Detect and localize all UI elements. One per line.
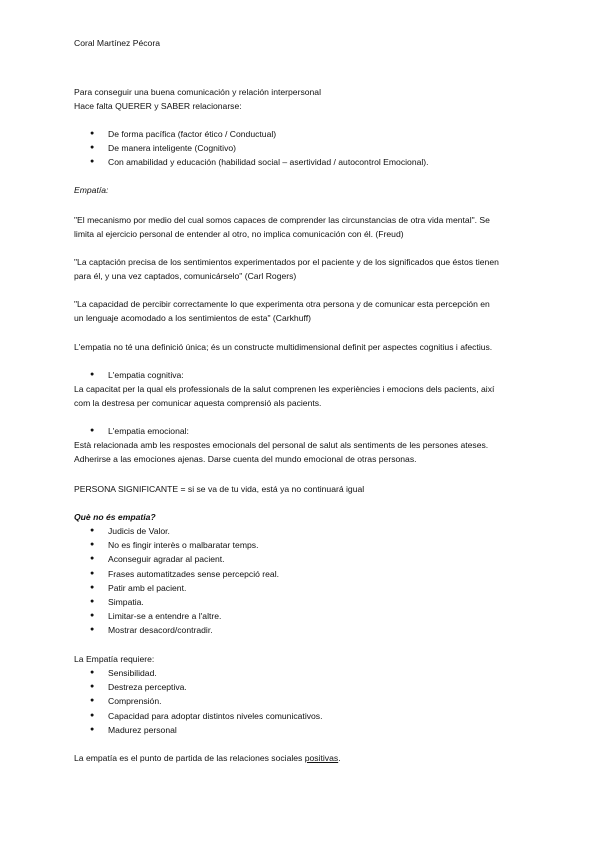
intro-list xyxy=(74,127,534,170)
list-item: ● Con amabilidad y educación (habilidad social – asertividad / autocontrol Emocional). xyxy=(74,155,534,169)
list-item: ● Aconseguir agradar al pacient. xyxy=(74,552,534,566)
list-item: ● L'empatia emocional: xyxy=(74,424,534,438)
closing-underlined-word: positivas xyxy=(304,753,339,763)
emocional-line: Adherirse a las emociones ajenas. Darse cuenta del mundo emocional de otras personas. xyxy=(74,454,417,464)
quote-line: para él, y una vez captados, comunicárselo" (Carl Rogers) xyxy=(74,271,297,281)
list-item: ● Sensibilidad. xyxy=(74,666,534,680)
persona-significante: PERSONA SIGNIFICANTE = si se va de tu vida, está ya no continuará igual xyxy=(74,484,365,494)
list-item: ● Destreza perceptiva. xyxy=(74,680,534,694)
list-item: ● De forma pacífica (factor ético / Conductual) xyxy=(74,127,534,141)
empatia-heading: Empatía: xyxy=(74,185,109,195)
list-item: ● Limitar-se a entendre a l'altre. xyxy=(74,609,534,623)
que-no-list xyxy=(74,524,534,638)
quote-line: "El mecanismo por medio del cual somos capaces de comprender las circunstancias de otra vida mental". Se xyxy=(74,215,490,225)
quote-line: "La captación precisa de los sentimientos experimentados por el paciente y de los significados que éstos tienen xyxy=(74,257,499,267)
list-item: ● Mostrar desacord/contradir. xyxy=(74,623,534,637)
list-item: ● De manera inteligente (Cognitivo) xyxy=(74,141,534,155)
quote-line: limita al ejercicio personal de entender al otro, no implica comunicación con él. (Freud) xyxy=(74,229,404,239)
intro-line-2: Hace falta QUERER y SABER relacionarse: xyxy=(74,101,242,111)
quote-line: "La capacidad de percibir correctamente lo que experimenta otra persona y de comunicar esta percepción en xyxy=(74,299,490,309)
list-item: ● L'empatia cognitiva: xyxy=(74,368,534,382)
emocional-bullet xyxy=(74,424,534,438)
cognitiva-line: com la destresa per comunicar aquesta comprensió als pacients. xyxy=(74,398,322,408)
list-item: ● Simpatia. xyxy=(74,595,534,609)
list-item: ● Comprensión. xyxy=(74,694,534,708)
list-item: ● Capacidad para adoptar distintos niveles comunicativos. xyxy=(74,709,534,723)
list-item: ● Judicis de Valor. xyxy=(74,524,534,538)
requiere-heading: La Empatía requiere: xyxy=(74,654,155,664)
requiere-list xyxy=(74,666,534,737)
author-name: Coral Martínez Pécora xyxy=(74,38,160,48)
intro-line-1: Para conseguir una buena comunicación y relación interpersonal xyxy=(74,87,321,97)
list-item: ● No es fingir interès o malbaratar temps. xyxy=(74,538,534,552)
closing-period: . xyxy=(338,753,341,763)
que-no-heading: Què no és empatia? xyxy=(74,512,156,522)
emocional-line: Està relacionada amb les respostes emocionals del personal de salut als sentiments de les persones ateses. xyxy=(74,440,489,450)
definition-paragraph: L'empatia no té una definició única; és un constructe multidimensional definit per aspectes cognitius i afectius. xyxy=(74,342,493,352)
cognitiva-bullet xyxy=(74,368,534,382)
list-item: ● Patir amb el pacient. xyxy=(74,581,534,595)
quote-line: un lenguaje acomodado a los sentimientos de esta" (Carkhuff) xyxy=(74,313,311,323)
list-item: ● Madurez personal xyxy=(74,723,534,737)
list-item: ● Frases automatitzades sense percepció real. xyxy=(74,567,534,581)
closing-text: La empatía es el punto de partida de las relaciones sociales xyxy=(74,753,305,763)
cognitiva-line: La capacitat per la qual els professionals de la salut comprenen les experiències i emocions dels pacients, així xyxy=(74,384,495,394)
closing-sentence xyxy=(74,751,534,765)
